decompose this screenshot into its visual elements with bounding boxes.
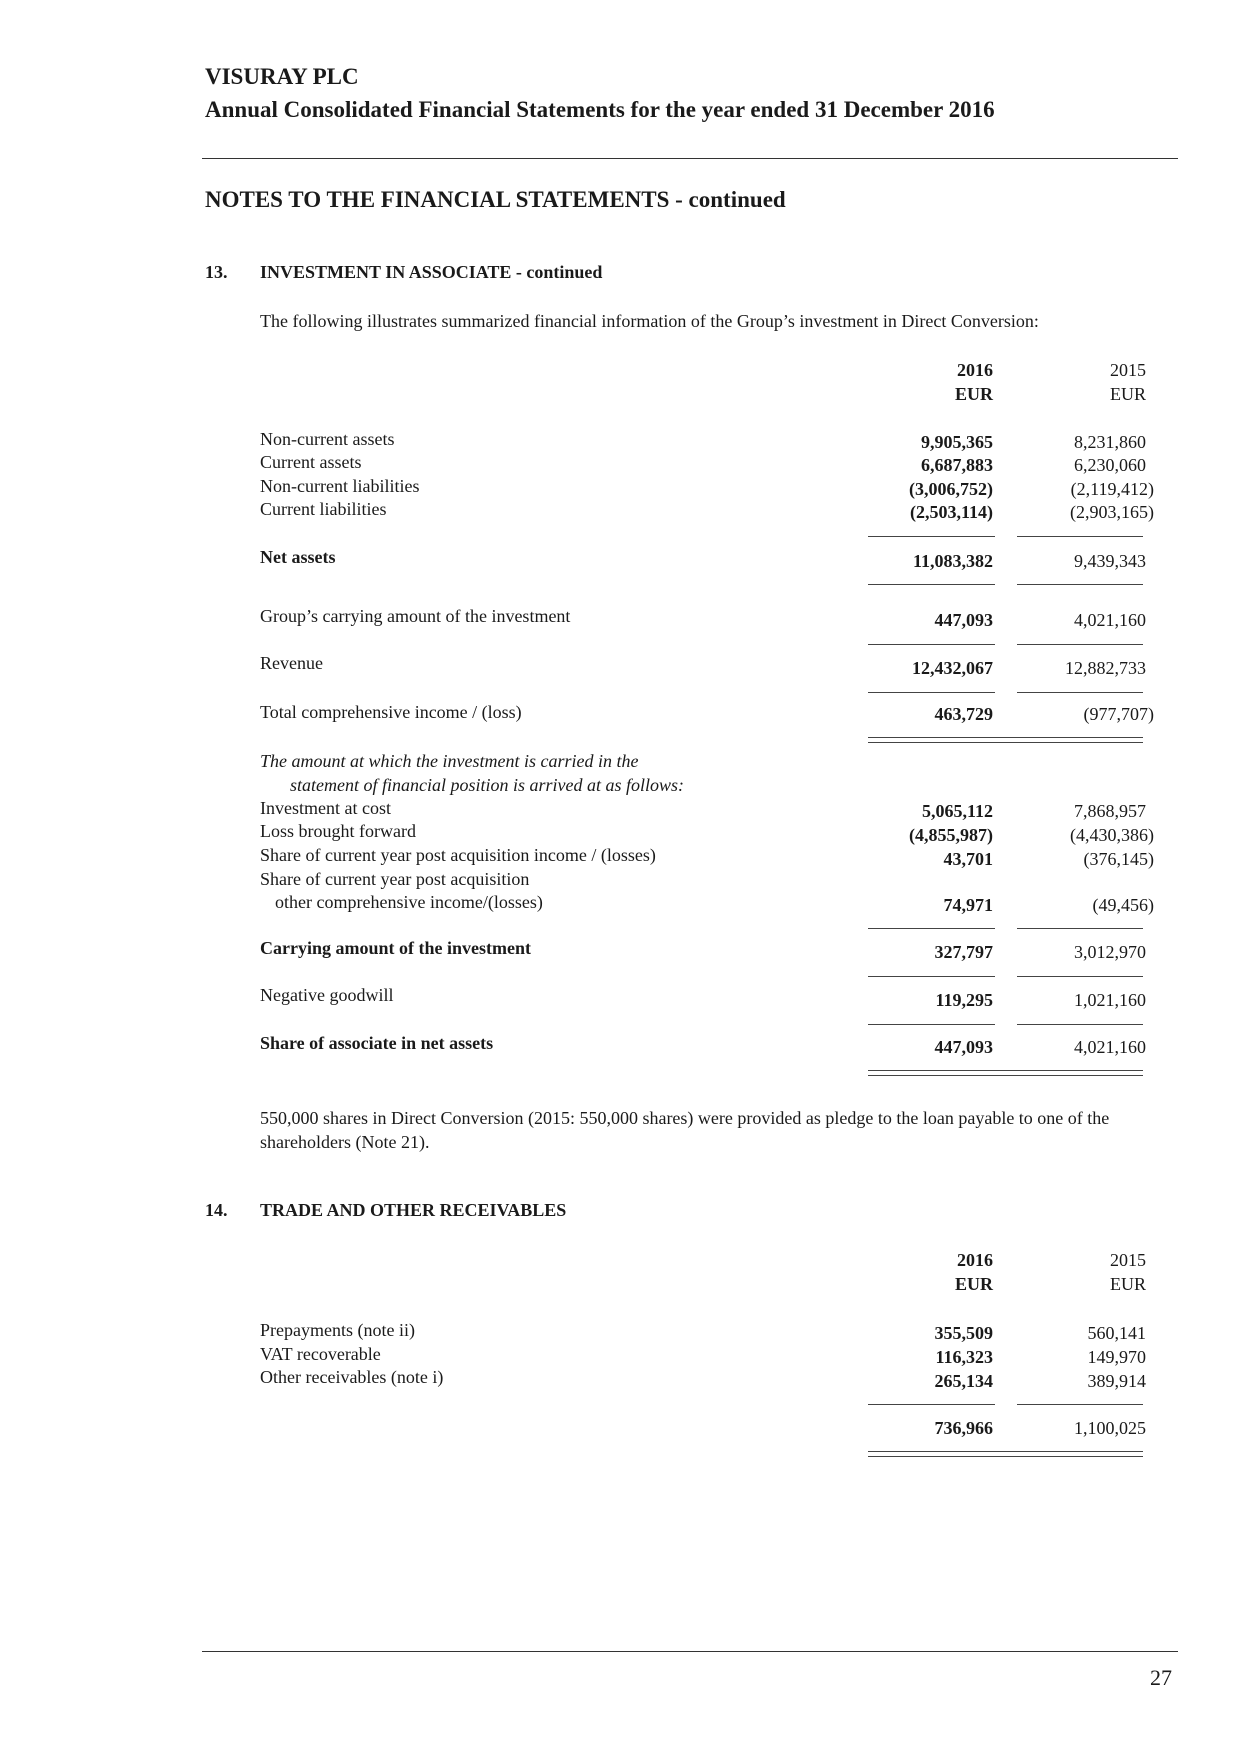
double-rule	[868, 1451, 1143, 1457]
section-13-title: INVESTMENT IN ASSOCIATE - continued	[260, 262, 603, 282]
value-2015: 6,230,060	[1074, 455, 1146, 475]
value-2016: 327,797	[934, 942, 993, 962]
italic-intro-line-1: The amount at which the investment is carried in the	[260, 751, 639, 771]
s13-currency-2016: EUR	[954, 384, 993, 404]
section-14-number: 14.	[205, 1200, 228, 1220]
page-number: 27	[1150, 1665, 1172, 1690]
rule	[1017, 1024, 1143, 1025]
notes-title: NOTES TO THE FINANCIAL STATEMENTS - continued	[205, 187, 786, 212]
value-2015: 4,021,160	[1074, 610, 1146, 630]
value-2015: (4,430,386)	[1070, 825, 1154, 845]
table-row-label: Share of current year post acquisition income / (losses)	[260, 845, 656, 865]
value-2016: 74,971	[943, 895, 993, 915]
table-row-label: Negative goodwill	[260, 985, 394, 1005]
value-2016: 9,905,365	[921, 432, 993, 452]
table-row-label: Share of current year post acquisition	[260, 869, 530, 889]
subtotal-rule	[1017, 928, 1143, 929]
footer-divider	[202, 1651, 1178, 1652]
s14-col-2015: 2015	[1110, 1250, 1146, 1270]
table-row-label: Carrying amount of the investment	[260, 938, 531, 958]
value-2016: 43,701	[943, 849, 993, 869]
table-row-label: Total comprehensive income / (loss)	[260, 702, 522, 722]
s13-col-2016: 2016	[957, 360, 993, 380]
table-row-label: Group’s carrying amount of the investment	[260, 606, 571, 626]
value-2015: (49,456)	[1092, 895, 1154, 915]
rule	[868, 692, 995, 693]
value-2016: 6,687,883	[921, 455, 993, 475]
table-row-label: Revenue	[260, 653, 323, 673]
value-2016: 12,432,067	[912, 658, 993, 678]
section-13-footnote: 550,000 shares in Direct Conversion (2015: 550,000 shares) were provided as pledge to the loan payable to one of the shareholders (Note 21).	[260, 1108, 1110, 1152]
subtotal-rule	[868, 928, 995, 929]
value-2015: 7,868,957	[1074, 801, 1146, 821]
value-2016: (3,006,752)	[909, 479, 993, 499]
s13-currency-2015: EUR	[1110, 384, 1146, 404]
total-2015: 1,100,025	[1074, 1418, 1146, 1438]
value-2015: (2,903,165)	[1070, 502, 1154, 522]
table-row-label: Non-current assets	[260, 429, 395, 449]
table-row-label: Other receivables (note i)	[260, 1367, 444, 1387]
value-2016: (4,855,987)	[909, 825, 993, 845]
table-row-label: Share of associate in net assets	[260, 1033, 494, 1053]
s14-currency-2015: EUR	[1110, 1274, 1146, 1294]
value-2015: 560,141	[1087, 1323, 1146, 1343]
value-2015: 12,882,733	[1065, 658, 1146, 678]
table-row-label-continued: other comprehensive income/(losses)	[275, 892, 543, 912]
table-row-label: Current assets	[260, 452, 362, 472]
s14-currency-2016: EUR	[954, 1274, 993, 1294]
rule	[868, 1024, 995, 1025]
value-2016: 11,083,382	[912, 551, 993, 571]
subtotal-rule	[1017, 536, 1143, 537]
value-2016: (2,503,114)	[910, 502, 993, 522]
value-2015: 8,231,860	[1074, 432, 1146, 452]
table-row-label: Non-current liabilities	[260, 476, 420, 496]
value-2015: 149,970	[1087, 1347, 1146, 1367]
value-2016: 116,323	[935, 1347, 993, 1367]
value-2015: (977,707)	[1083, 704, 1154, 724]
value-2015: 389,914	[1087, 1371, 1146, 1391]
value-2016: 265,134	[934, 1371, 993, 1391]
double-rule	[868, 1070, 1143, 1076]
table-row-label: Current liabilities	[260, 499, 387, 519]
total-2016: 736,966	[934, 1418, 993, 1438]
rule	[1017, 584, 1143, 585]
s13-col-2015: 2015	[1110, 360, 1146, 380]
table-row-label: Loss brought forward	[260, 821, 416, 841]
value-2015: (2,119,412)	[1070, 479, 1154, 499]
rule	[1017, 692, 1143, 693]
rule	[868, 976, 995, 977]
rule	[868, 584, 995, 585]
table-row-label: VAT recoverable	[260, 1344, 381, 1364]
table-row-label: Investment at cost	[260, 798, 391, 818]
rule	[1017, 976, 1143, 977]
section-14-title: TRADE AND OTHER RECEIVABLES	[260, 1200, 567, 1220]
value-2015: 4,021,160	[1074, 1037, 1146, 1057]
value-2015: 9,439,343	[1074, 551, 1146, 571]
rule	[1017, 644, 1143, 645]
section-13-intro: The following illustrates summarized financial information of the Group’s investment in Direct Conversion:	[260, 311, 1039, 331]
italic-intro-line-2: statement of financial position is arrived at as follows:	[290, 775, 684, 795]
subtotal-rule	[1017, 1404, 1143, 1405]
subtotal-rule	[868, 1404, 995, 1405]
company-name: VISURAY PLC	[205, 64, 359, 89]
value-2016: 355,509	[934, 1323, 993, 1343]
value-2015: (376,145)	[1083, 849, 1154, 869]
double-rule	[868, 737, 1143, 743]
header-divider	[202, 158, 1178, 159]
value-2016: 447,093	[934, 1037, 993, 1057]
value-2015: 1,021,160	[1074, 990, 1146, 1010]
table-row-label: Prepayments (note ii)	[260, 1320, 415, 1340]
value-2016: 5,065,112	[921, 801, 993, 821]
subtotal-rule	[868, 536, 995, 537]
value-2015: 3,012,970	[1074, 942, 1146, 962]
table-row-label: Net assets	[260, 547, 336, 567]
document-subtitle: Annual Consolidated Financial Statements for the year ended 31 December 2016	[205, 97, 995, 122]
value-2016: 463,729	[934, 704, 993, 724]
value-2016: 119,295	[935, 990, 993, 1010]
rule	[868, 644, 995, 645]
value-2016: 447,093	[934, 610, 993, 630]
section-13-number: 13.	[205, 262, 228, 282]
s14-col-2016: 2016	[957, 1250, 993, 1270]
